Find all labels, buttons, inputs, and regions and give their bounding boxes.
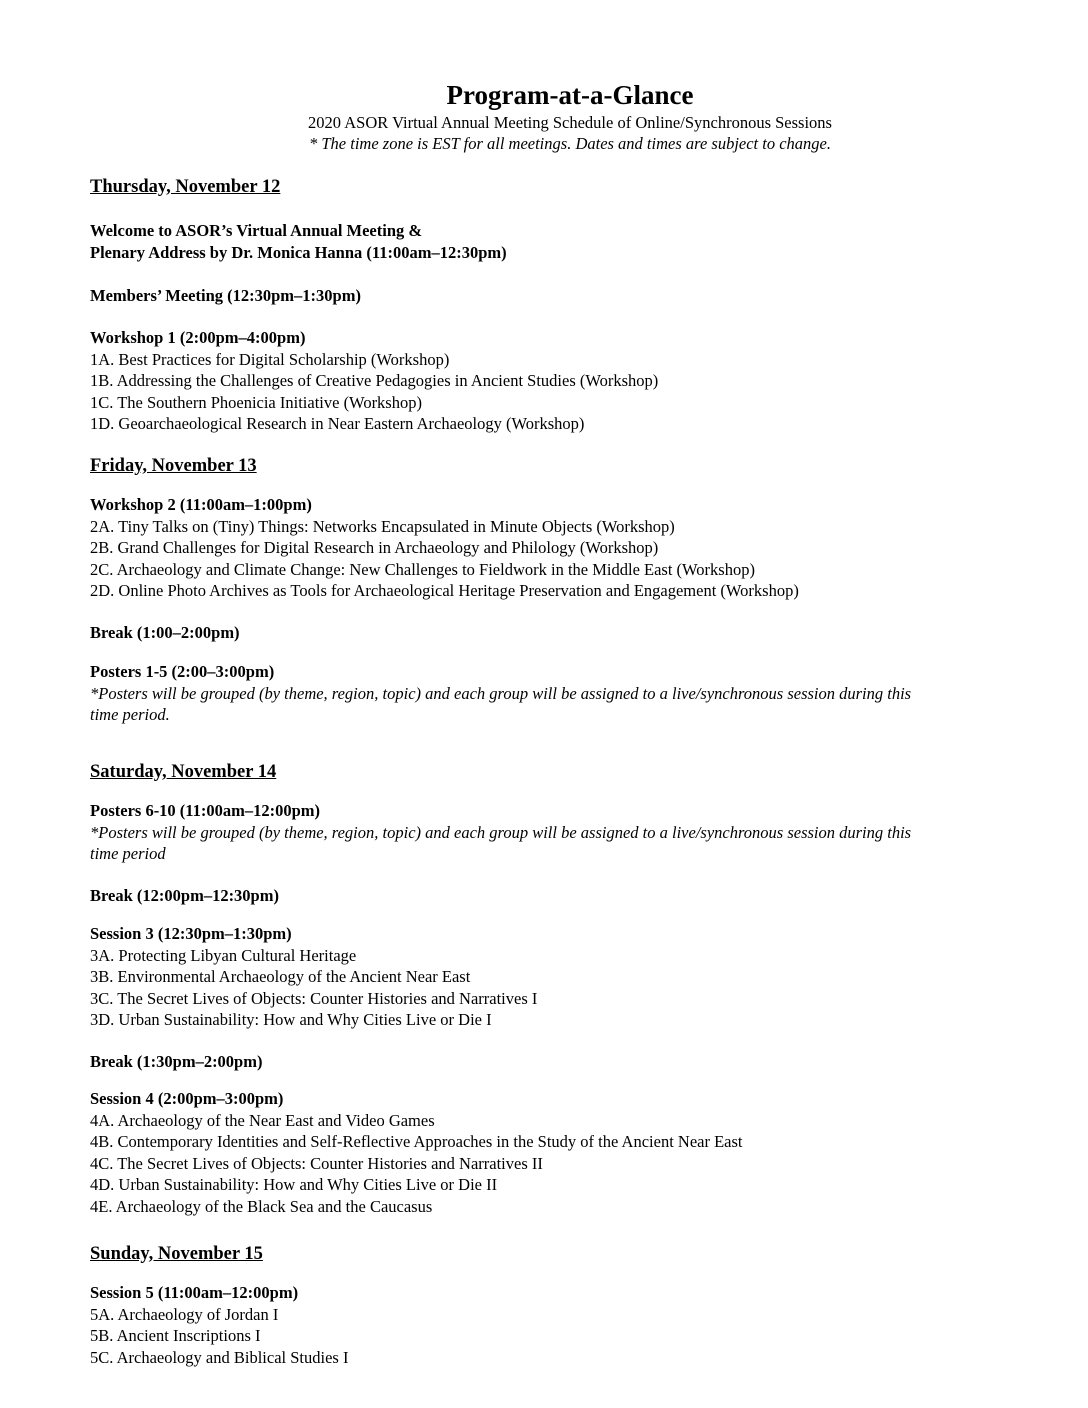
session-item-3c: 3C. The Secret Lives of Objects: Counter Histories and Narratives I — [90, 988, 538, 1008]
session-5-block — [90, 1282, 1050, 1368]
session-5-heading: Session 5 (11:00am–12:00pm) — [90, 1283, 299, 1302]
session-item-5a: 5A. Archaeology of Jordan I — [90, 1304, 279, 1324]
session-item-2a: 2A. Tiny Talks on (Tiny) Things: Networks Encapsulated in Minute Objects (Workshop) — [90, 516, 675, 536]
session-item-1c: 1C. The Southern Phoenicia Initiative (Workshop) — [90, 392, 422, 412]
session-4-heading: Session 4 (2:00pm–3:00pm) — [90, 1089, 284, 1108]
session-item-4a: 4A. Archaeology of the Near East and Video Games — [90, 1110, 435, 1130]
session-3-block — [90, 923, 1050, 1031]
day-heading-friday: Friday, November 13 — [90, 456, 257, 476]
session-4-block — [90, 1088, 1050, 1218]
session-item-5b: 5B. Ancient Inscriptions I — [90, 1326, 261, 1346]
session-item-3b: 3B. Environmental Archaeology of the Ancient Near East — [90, 967, 471, 987]
friday-break-block — [90, 622, 1050, 644]
session-item-5c: 5C. Archaeology and Biblical Studies I — [90, 1347, 349, 1367]
session-item-1b: 1B. Addressing the Challenges of Creative Pedagogies in Ancient Studies (Workshop) — [90, 371, 659, 391]
posters-note-line-2: time period — [90, 844, 166, 864]
workshop-2-block — [90, 494, 1050, 602]
session-item-1d: 1D. Geoarchaeological Research in Near Eastern Archaeology (Workshop) — [90, 414, 585, 434]
session-item-3d: 3D. Urban Sustainability: How and Why Cities Live or Die I — [90, 1010, 492, 1030]
timezone-note: * The time zone is EST for all meetings. Dates and times are subject to change. — [309, 134, 831, 153]
session-3-heading: Session 3 (12:30pm–1:30pm) — [90, 924, 292, 943]
session-item-2c: 2C. Archaeology and Climate Change: New Challenges to Fieldwork in the Middle East (Workshop) — [90, 559, 755, 579]
day-heading-sunday: Sunday, November 15 — [90, 1244, 263, 1264]
posters-6-10-block — [90, 800, 1050, 865]
members-meeting-block — [90, 285, 1050, 307]
session-item-4e: 4E. Archaeology of the Black Sea and the Caucasus — [90, 1196, 433, 1216]
break-heading: Break (1:30pm–2:00pm) — [90, 1052, 263, 1071]
saturday-break-1-block — [90, 885, 1050, 907]
session-item-3a: 3A. Protecting Libyan Cultural Heritage — [90, 945, 357, 965]
break-heading: Break (1:00–2:00pm) — [90, 623, 240, 642]
posters-note-line-1: *Posters will be grouped (by theme, region, topic) and each group will be assigned to a live/synchronous session during this — [90, 822, 912, 842]
welcome-block — [90, 220, 1050, 263]
day-heading-saturday: Saturday, November 14 — [90, 762, 277, 782]
posters-6-10-heading: Posters 6-10 (11:00am–12:00pm) — [90, 801, 321, 820]
posters-note-line-2: time period. — [90, 705, 170, 725]
welcome-line-1: Welcome to ASOR’s Virtual Annual Meeting & — [90, 221, 423, 240]
session-item-2b: 2B. Grand Challenges for Digital Research in Archaeology and Philology (Workshop) — [90, 538, 659, 558]
session-item-4c: 4C. The Secret Lives of Objects: Counter Histories and Narratives II — [90, 1153, 543, 1173]
posters-1-5-block — [90, 661, 1050, 726]
session-item-1a: 1A. Best Practices for Digital Scholarship (Workshop) — [90, 349, 450, 369]
posters-note-line-1: *Posters will be grouped (by theme, region, topic) and each group will be assigned to a live/synchronous session during this — [90, 683, 912, 703]
members-meeting-heading: Members’ Meeting (12:30pm–1:30pm) — [90, 286, 361, 305]
session-item-2d: 2D. Online Photo Archives as Tools for Archaeological Heritage Preservation and Engagement (Workshop) — [90, 581, 799, 601]
page-subtitle: 2020 ASOR Virtual Annual Meeting Schedule of Online/Synchronous Sessions — [308, 113, 832, 132]
welcome-line-2: Plenary Address by Dr. Monica Hanna (11:00am–12:30pm) — [90, 242, 507, 262]
workshop-1-heading: Workshop 1 (2:00pm–4:00pm) — [90, 328, 306, 347]
day-heading-thursday: Thursday, November 12 — [90, 177, 281, 197]
saturday-break-2-block — [90, 1051, 1050, 1073]
session-item-4b: 4B. Contemporary Identities and Self-Reflective Approaches in the Study of the Ancient Near East — [90, 1132, 743, 1152]
workshop-2-heading: Workshop 2 (11:00am–1:00pm) — [90, 495, 312, 514]
workshop-1-block — [90, 327, 1050, 435]
break-heading: Break (12:00pm–12:30pm) — [90, 886, 279, 905]
page-title: Program-at-a-Glance — [446, 80, 694, 110]
session-item-4d: 4D. Urban Sustainability: How and Why Cities Live or Die II — [90, 1175, 498, 1195]
posters-1-5-heading: Posters 1-5 (2:00–3:00pm) — [90, 662, 275, 681]
